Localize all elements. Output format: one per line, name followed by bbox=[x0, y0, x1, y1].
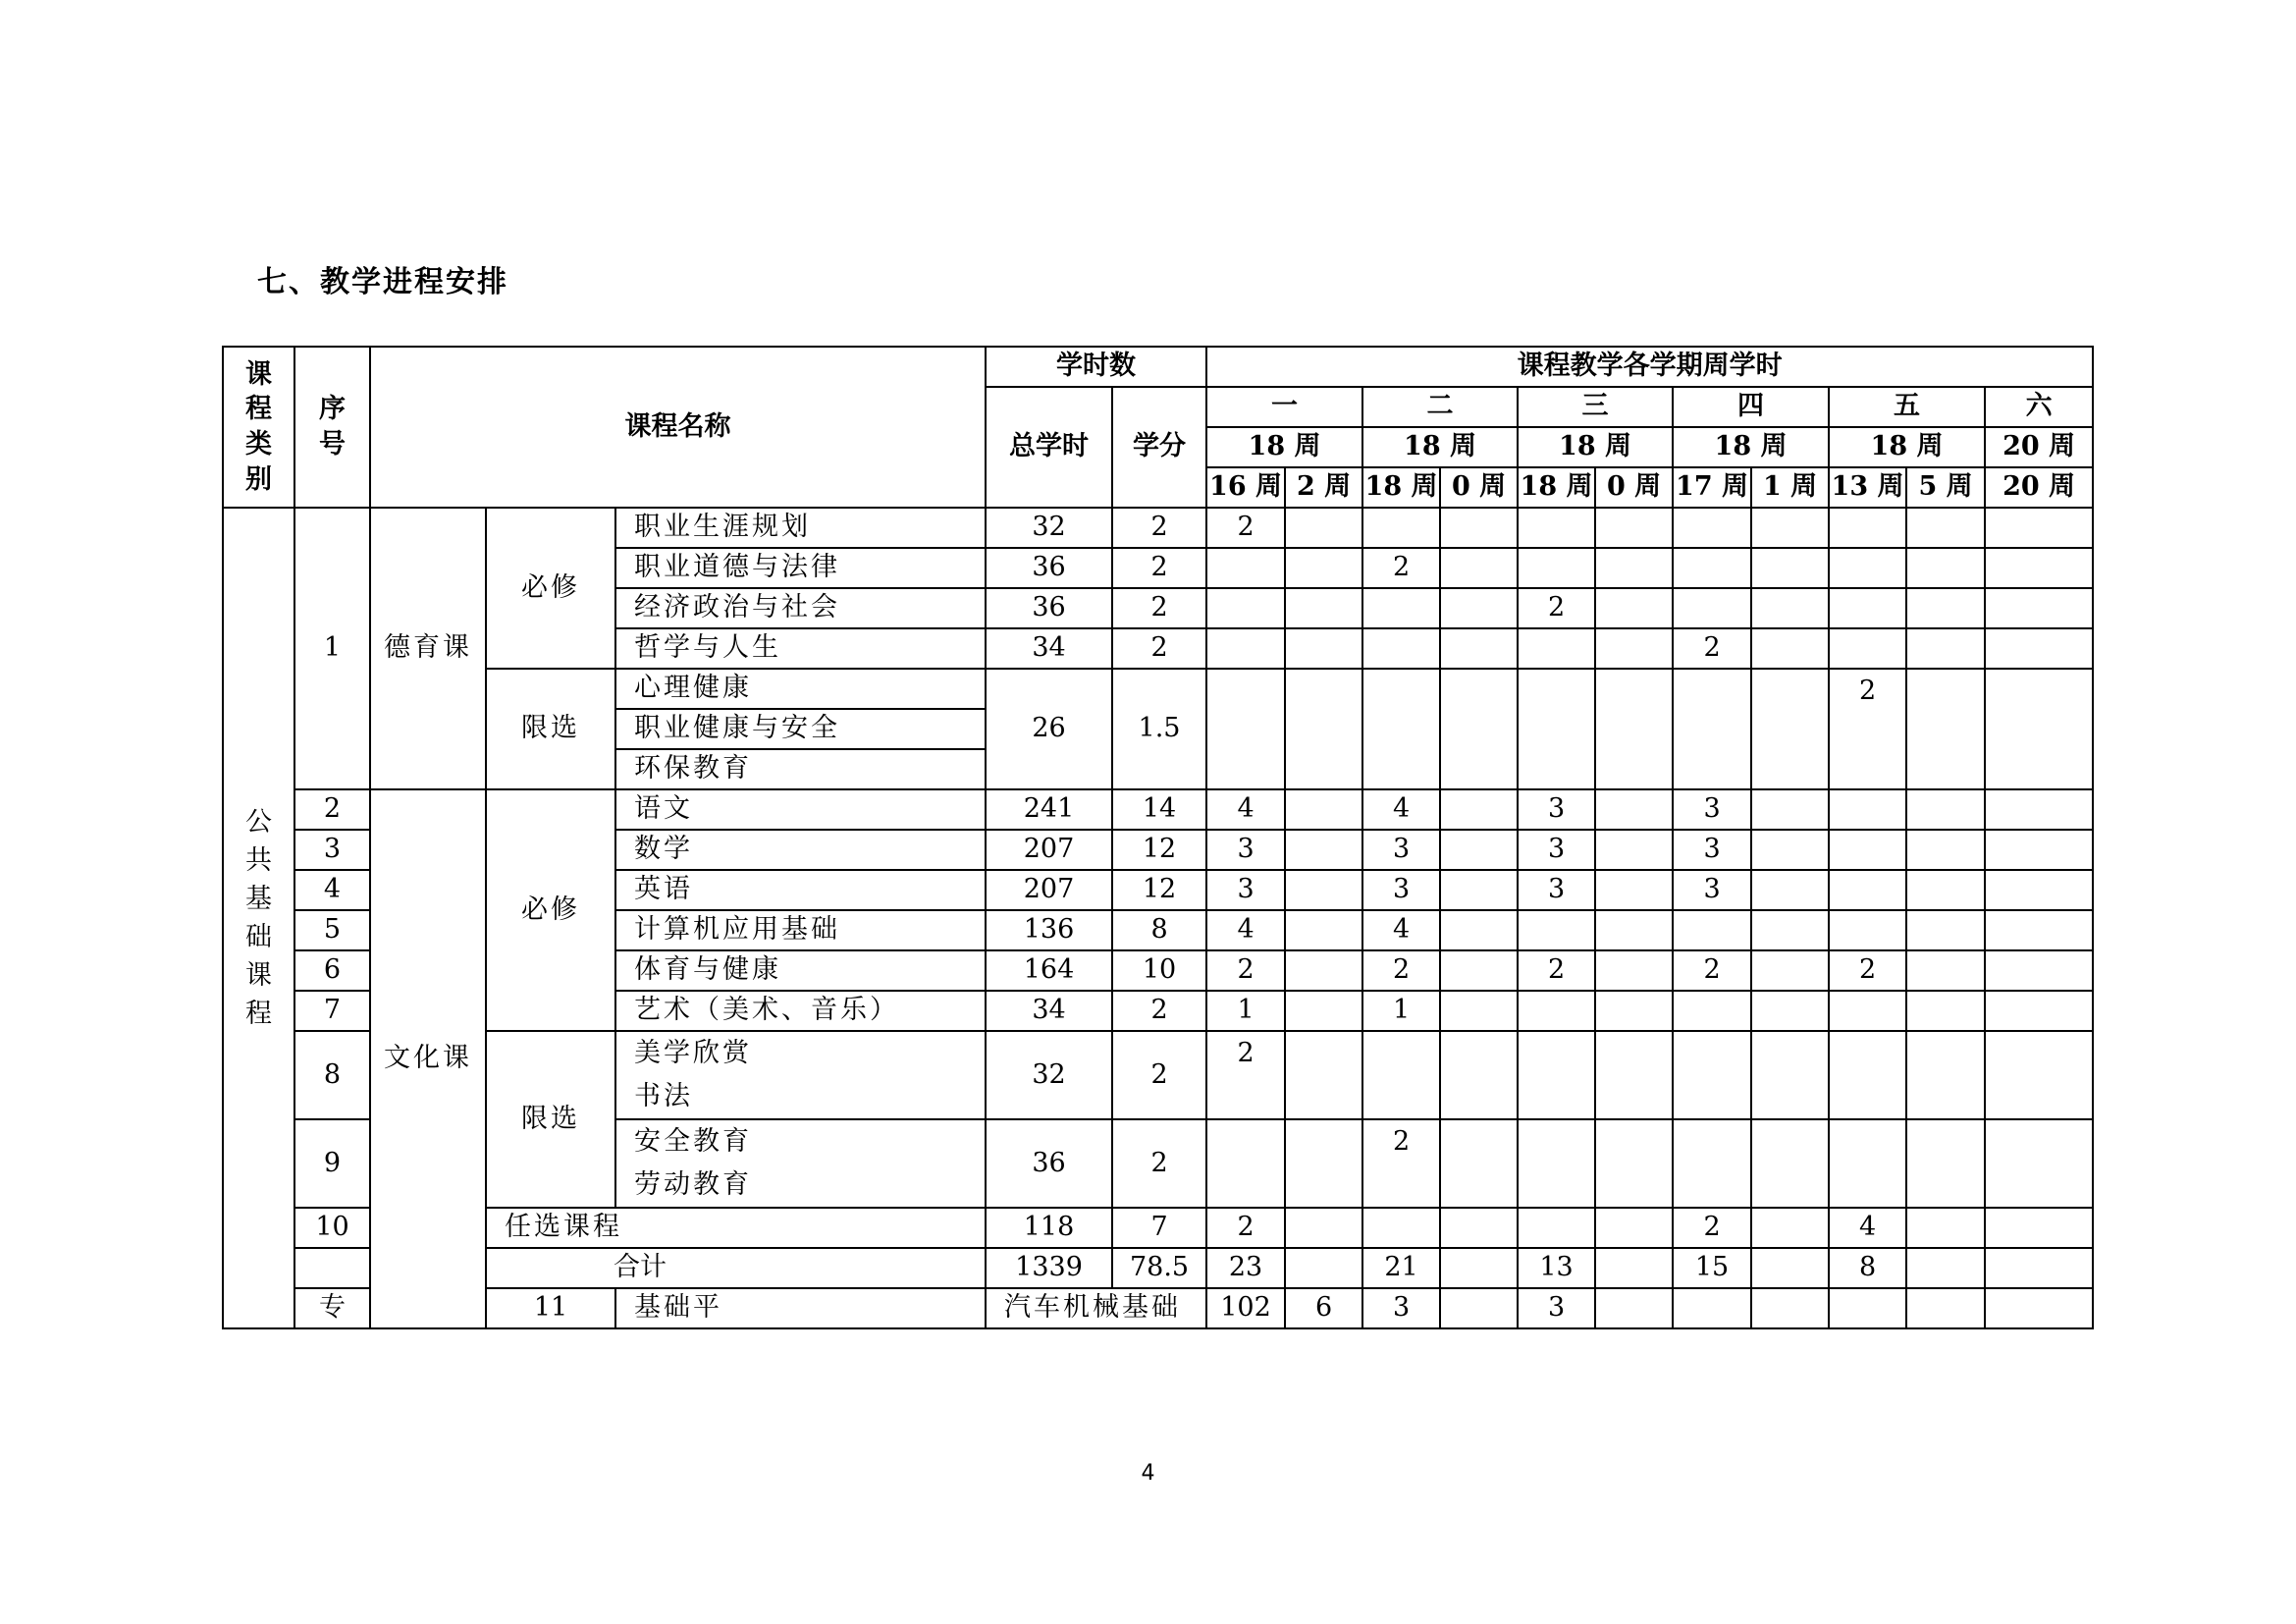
week-hours-cell: 2 bbox=[1673, 950, 1751, 991]
header-seq: 序号 bbox=[294, 347, 370, 508]
category-cell bbox=[223, 508, 294, 1328]
week-hours-cell bbox=[1906, 1119, 1985, 1208]
group-cell: 基础平 bbox=[615, 1288, 986, 1328]
total-hours-cell: 34 bbox=[986, 628, 1112, 669]
course-name-cell: 艺术（美术、音乐） bbox=[615, 991, 986, 1031]
credits-cell: 12 bbox=[1112, 830, 1206, 870]
credits-cell: 2 bbox=[1112, 1031, 1206, 1119]
week-hours-cell bbox=[1751, 1288, 1829, 1328]
week-hours-cell bbox=[1285, 950, 1362, 991]
course-name-cell: 职业道德与法律 bbox=[615, 548, 986, 588]
course-name-cell: 职业生涯规划 bbox=[615, 508, 986, 548]
week-hours-cell bbox=[1906, 910, 1985, 950]
week-hours-cell bbox=[1595, 508, 1673, 548]
week-hours-cell bbox=[1362, 588, 1440, 628]
week-hours-cell bbox=[1440, 1288, 1518, 1328]
week-hours-cell bbox=[1518, 669, 1595, 789]
header-sub-weeks: 18 周 bbox=[1518, 467, 1595, 508]
header-sub-weeks: 2 周 bbox=[1285, 467, 1362, 508]
total-hours-cell: 36 bbox=[986, 1119, 1112, 1208]
week-hours-cell bbox=[1751, 1031, 1829, 1119]
credits-cell: 2 bbox=[1112, 548, 1206, 588]
header-sub-weeks: 1 周 bbox=[1751, 467, 1829, 508]
week-hours-cell: 2 bbox=[1518, 588, 1595, 628]
course-name-cell: 计算机应用基础 bbox=[615, 910, 986, 950]
week-hours-cell bbox=[1285, 669, 1362, 789]
week-hours-cell bbox=[1518, 548, 1595, 588]
week-hours-cell: 2 bbox=[1362, 1119, 1440, 1208]
week-hours-cell bbox=[1595, 669, 1673, 789]
week-hours-cell bbox=[1518, 628, 1595, 669]
header-sub-weeks: 0 周 bbox=[1440, 467, 1518, 508]
week-hours-cell bbox=[1985, 1208, 2093, 1248]
week-hours-cell bbox=[1751, 870, 1829, 910]
week-hours-cell bbox=[1985, 910, 2093, 950]
week-hours-cell: 2 bbox=[1362, 950, 1440, 991]
week-hours-cell bbox=[1206, 588, 1285, 628]
week-hours-cell bbox=[1751, 588, 1829, 628]
seq-cell: 7 bbox=[294, 991, 370, 1031]
header-hours-group: 学时数 bbox=[986, 347, 1206, 387]
header-semester-weeks: 18 周 bbox=[1673, 427, 1829, 467]
week-hours-cell bbox=[1906, 588, 1985, 628]
week-hours-cell bbox=[1751, 950, 1829, 991]
week-hours-cell: 3 bbox=[1206, 870, 1285, 910]
week-hours-cell bbox=[1285, 910, 1362, 950]
week-hours-cell bbox=[1751, 830, 1829, 870]
week-hours-cell bbox=[1673, 1031, 1751, 1119]
total-hours-cell: 207 bbox=[986, 830, 1112, 870]
header-total-hours: 总学时 bbox=[986, 387, 1112, 508]
week-hours-cell: 2 bbox=[1829, 950, 1906, 991]
total-hours-cell: 36 bbox=[986, 588, 1112, 628]
week-hours-cell bbox=[1829, 508, 1906, 548]
course-name-cell: 任选课程 bbox=[486, 1208, 986, 1248]
header-category: 课程类别 bbox=[223, 347, 294, 508]
header-row-1 bbox=[223, 347, 2093, 387]
header-course-name: 课程名称 bbox=[370, 347, 986, 508]
week-hours-cell: 2 bbox=[1206, 1031, 1285, 1119]
week-hours-cell: 3 bbox=[1362, 830, 1440, 870]
type-cell: 限选 bbox=[486, 669, 615, 789]
seq-cell: 1 bbox=[294, 508, 370, 789]
week-hours-cell bbox=[1440, 1248, 1518, 1288]
header-sub-weeks: 17 周 bbox=[1673, 467, 1751, 508]
total-hours-cell: 136 bbox=[986, 910, 1112, 950]
week-hours-cell bbox=[1595, 588, 1673, 628]
week-hours-cell bbox=[1285, 548, 1362, 588]
week-hours-cell: 3 bbox=[1362, 870, 1440, 910]
week-hours-cell bbox=[1595, 1031, 1673, 1119]
seq-cell: 10 bbox=[294, 1208, 370, 1248]
header-sub-weeks: 18 周 bbox=[1362, 467, 1440, 508]
seq-cell: 2 bbox=[294, 789, 370, 830]
week-hours-cell bbox=[1906, 508, 1985, 548]
course-name-cell: 英语 bbox=[615, 870, 986, 910]
course-name: 美学欣赏 bbox=[634, 1038, 752, 1068]
week-hours-cell bbox=[1751, 628, 1829, 669]
header-weekly-group: 课程教学各学期周学时 bbox=[1206, 347, 2093, 387]
total-hours-cell: 207 bbox=[986, 870, 1112, 910]
seq-cell: 3 bbox=[294, 830, 370, 870]
week-hours-cell bbox=[1362, 508, 1440, 548]
week-hours-cell bbox=[1362, 1208, 1440, 1248]
course-name: 书法 bbox=[634, 1081, 693, 1111]
week-hours-cell bbox=[1518, 1031, 1595, 1119]
week-hours-cell bbox=[1751, 508, 1829, 548]
header-semester-weeks: 18 周 bbox=[1829, 427, 1985, 467]
table-row bbox=[223, 508, 2093, 548]
total-hours-cell: 32 bbox=[986, 508, 1112, 548]
week-hours-cell bbox=[1906, 1248, 1985, 1288]
week-hours-cell bbox=[1285, 1248, 1362, 1288]
week-hours-cell bbox=[1673, 508, 1751, 548]
week-hours-cell bbox=[1440, 870, 1518, 910]
week-hours-cell bbox=[1906, 628, 1985, 669]
week-hours-cell bbox=[1518, 910, 1595, 950]
week-hours-cell: 2 bbox=[1829, 669, 1906, 789]
week-hours-cell bbox=[1829, 1031, 1906, 1119]
credits-cell: 14 bbox=[1112, 789, 1206, 830]
week-hours-cell: 1 bbox=[1362, 991, 1440, 1031]
header-semester-weeks: 18 周 bbox=[1206, 427, 1362, 467]
week-hours-cell: 13 bbox=[1518, 1248, 1595, 1288]
week-hours-cell bbox=[1906, 548, 1985, 588]
type-cell: 必修 bbox=[486, 789, 615, 1031]
week-hours-cell bbox=[1206, 628, 1285, 669]
course-name-cell: 哲学与人生 bbox=[615, 628, 986, 669]
week-hours-cell: 2 bbox=[1673, 1208, 1751, 1248]
header-semester-weeks: 18 周 bbox=[1518, 427, 1673, 467]
course-name-cell bbox=[615, 1119, 986, 1208]
group-cell: 德育课 bbox=[370, 508, 486, 789]
week-hours-cell bbox=[1985, 628, 2093, 669]
week-hours-cell bbox=[1362, 1031, 1440, 1119]
header-sub-weeks: 20 周 bbox=[1985, 467, 2093, 508]
week-hours-cell: 3 bbox=[1673, 870, 1751, 910]
week-hours-cell bbox=[1595, 1119, 1673, 1208]
week-hours-cell bbox=[1906, 789, 1985, 830]
header-sub-weeks: 5 周 bbox=[1906, 467, 1985, 508]
week-hours-cell bbox=[1362, 669, 1440, 789]
week-hours-cell bbox=[1440, 508, 1518, 548]
week-hours-cell bbox=[1829, 830, 1906, 870]
header-semester: 一 bbox=[1206, 387, 1362, 427]
week-hours-cell bbox=[1985, 548, 2093, 588]
header-sub-weeks: 13 周 bbox=[1829, 467, 1906, 508]
credits-cell: 6 bbox=[1285, 1288, 1362, 1328]
week-hours-cell bbox=[1440, 1119, 1518, 1208]
course-name: 安全教育 bbox=[634, 1126, 752, 1157]
total-label-cell: 合计 bbox=[294, 1248, 986, 1288]
week-hours-cell: 2 bbox=[1362, 548, 1440, 588]
category-label: 公共基础课程 bbox=[245, 806, 272, 1030]
header-sub-weeks: 16 周 bbox=[1206, 467, 1285, 508]
seq-cell: 5 bbox=[294, 910, 370, 950]
teaching-schedule-table bbox=[222, 346, 2094, 1329]
week-hours-cell bbox=[1906, 991, 1985, 1031]
credits-cell: 2 bbox=[1112, 628, 1206, 669]
week-hours-cell bbox=[1285, 789, 1362, 830]
week-hours-cell bbox=[1985, 588, 2093, 628]
week-hours-cell bbox=[1829, 548, 1906, 588]
week-hours-cell bbox=[1440, 830, 1518, 870]
course-name-cell: 经济政治与社会 bbox=[615, 588, 986, 628]
seq-cell: 9 bbox=[294, 1119, 370, 1208]
header-semester-weeks: 20 周 bbox=[1985, 427, 2093, 467]
seq-cell: 8 bbox=[294, 1031, 370, 1119]
week-hours-cell bbox=[1673, 991, 1751, 1031]
week-hours-cell bbox=[1829, 870, 1906, 910]
week-hours-cell bbox=[1595, 1288, 1673, 1328]
week-hours-cell bbox=[1285, 508, 1362, 548]
week-hours-cell bbox=[1285, 870, 1362, 910]
week-hours-cell bbox=[1518, 1119, 1595, 1208]
week-hours-cell bbox=[1440, 548, 1518, 588]
week-hours-cell bbox=[1285, 628, 1362, 669]
week-hours-cell: 2 bbox=[1673, 628, 1751, 669]
week-hours-cell bbox=[1285, 1208, 1362, 1248]
week-hours-cell bbox=[1595, 870, 1673, 910]
header-semester: 二 bbox=[1362, 387, 1518, 427]
week-hours-cell bbox=[1985, 1119, 2093, 1208]
week-hours-cell bbox=[1595, 991, 1673, 1031]
credits-cell: 2 bbox=[1112, 991, 1206, 1031]
week-hours-cell bbox=[1673, 910, 1751, 950]
week-hours-cell bbox=[1440, 1031, 1518, 1119]
week-hours-cell: 4 bbox=[1362, 910, 1440, 950]
header-semester: 四 bbox=[1673, 387, 1829, 427]
week-hours-cell bbox=[1518, 508, 1595, 548]
total-hours-cell: 36 bbox=[986, 548, 1112, 588]
week-hours-cell bbox=[1206, 669, 1285, 789]
total-hours-cell: 32 bbox=[986, 1031, 1112, 1119]
credits-cell: 12 bbox=[1112, 870, 1206, 910]
table-row bbox=[223, 1288, 2093, 1328]
type-cell: 必修 bbox=[486, 508, 615, 669]
week-hours-cell bbox=[1595, 548, 1673, 588]
week-hours-cell bbox=[1751, 1119, 1829, 1208]
week-hours-cell bbox=[1906, 1031, 1985, 1119]
week-hours-cell bbox=[1985, 830, 2093, 870]
week-hours-cell bbox=[1285, 830, 1362, 870]
total-hours-cell: 164 bbox=[986, 950, 1112, 991]
week-hours-cell: 3 bbox=[1518, 870, 1595, 910]
page-number: 4 bbox=[1141, 1461, 1155, 1486]
week-hours-cell bbox=[1751, 789, 1829, 830]
week-hours-cell bbox=[1673, 1119, 1751, 1208]
week-hours-cell: 3 bbox=[1518, 1288, 1595, 1328]
week-hours-cell bbox=[1285, 588, 1362, 628]
week-hours-cell bbox=[1518, 991, 1595, 1031]
week-hours-cell bbox=[1595, 628, 1673, 669]
course-name: 劳动教育 bbox=[634, 1169, 752, 1200]
week-hours-cell bbox=[1673, 588, 1751, 628]
credits-cell: 1.5 bbox=[1112, 669, 1206, 789]
credits-cell: 2 bbox=[1112, 508, 1206, 548]
week-hours-cell bbox=[1906, 870, 1985, 910]
type-cell: 限选 bbox=[486, 1031, 615, 1208]
total-hours-cell: 26 bbox=[986, 669, 1112, 789]
week-hours-cell: 3 bbox=[1362, 1288, 1440, 1328]
week-hours-cell bbox=[1440, 950, 1518, 991]
week-hours-cell bbox=[1829, 1288, 1906, 1328]
week-hours-cell bbox=[1751, 910, 1829, 950]
week-hours-cell bbox=[1985, 870, 2093, 910]
week-hours-cell bbox=[1440, 789, 1518, 830]
week-hours-cell bbox=[1985, 669, 2093, 789]
week-hours-cell bbox=[1206, 1119, 1285, 1208]
week-hours-cell bbox=[1285, 1031, 1362, 1119]
week-hours-cell bbox=[1829, 910, 1906, 950]
week-hours-cell: 4 bbox=[1206, 910, 1285, 950]
week-hours-cell: 21 bbox=[1362, 1248, 1440, 1288]
week-hours-cell bbox=[1906, 1208, 1985, 1248]
week-hours-cell bbox=[1985, 508, 2093, 548]
credits-cell: 2 bbox=[1112, 1119, 1206, 1208]
week-hours-cell bbox=[1595, 830, 1673, 870]
week-hours-cell: 3 bbox=[1673, 789, 1751, 830]
header-semester: 三 bbox=[1518, 387, 1673, 427]
course-name-cell: 语文 bbox=[615, 789, 986, 830]
credits-cell: 10 bbox=[1112, 950, 1206, 991]
week-hours-cell bbox=[1673, 1288, 1751, 1328]
week-hours-cell bbox=[1985, 1031, 2093, 1119]
week-hours-cell bbox=[1829, 789, 1906, 830]
course-name-cell bbox=[615, 1031, 986, 1119]
table-row bbox=[223, 1031, 2093, 1119]
total-hours-cell: 34 bbox=[986, 991, 1112, 1031]
seq-cell: 11 bbox=[486, 1288, 615, 1328]
week-hours-cell bbox=[1906, 1288, 1985, 1328]
group-cell: 文化课 bbox=[370, 789, 486, 1328]
week-hours-cell bbox=[1829, 628, 1906, 669]
week-hours-cell bbox=[1829, 588, 1906, 628]
header-semester-weeks: 18 周 bbox=[1362, 427, 1518, 467]
week-hours-cell: 2 bbox=[1206, 1208, 1285, 1248]
week-hours-cell: 8 bbox=[1829, 1248, 1906, 1288]
week-hours-cell bbox=[1985, 1288, 2093, 1328]
week-hours-cell bbox=[1673, 548, 1751, 588]
seq-cell: 6 bbox=[294, 950, 370, 991]
week-hours-cell bbox=[1440, 628, 1518, 669]
total-row bbox=[223, 1248, 2093, 1288]
week-hours-cell bbox=[1906, 950, 1985, 991]
header-semester: 六 bbox=[1985, 387, 2093, 427]
seq-cell: 4 bbox=[294, 870, 370, 910]
week-hours-cell bbox=[1751, 1248, 1829, 1288]
total-hours-cell: 241 bbox=[986, 789, 1112, 830]
week-hours-cell bbox=[1751, 991, 1829, 1031]
week-hours-cell bbox=[1285, 1119, 1362, 1208]
course-name-cell: 环保教育 bbox=[615, 749, 986, 789]
week-hours-cell: 3 bbox=[1206, 830, 1285, 870]
week-hours-cell: 23 bbox=[1206, 1248, 1285, 1288]
course-name-cell: 职业健康与安全 bbox=[615, 709, 986, 749]
week-hours-cell bbox=[1985, 789, 2093, 830]
week-hours-cell bbox=[1440, 991, 1518, 1031]
week-hours-cell bbox=[1595, 910, 1673, 950]
course-name-cell: 汽车机械基础 bbox=[986, 1288, 1206, 1328]
week-hours-cell bbox=[1518, 1208, 1595, 1248]
week-hours-cell bbox=[1440, 1208, 1518, 1248]
table-row bbox=[223, 789, 2093, 830]
week-hours-cell bbox=[1440, 588, 1518, 628]
week-hours-cell bbox=[1595, 1208, 1673, 1248]
week-hours-cell bbox=[1595, 950, 1673, 991]
total-hours-cell: 1339 bbox=[986, 1248, 1112, 1288]
week-hours-cell: 3 bbox=[1518, 789, 1595, 830]
week-hours-cell: 3 bbox=[1673, 830, 1751, 870]
week-hours-cell: 4 bbox=[1829, 1208, 1906, 1248]
week-hours-cell: 3 bbox=[1518, 830, 1595, 870]
week-hours-cell bbox=[1595, 1248, 1673, 1288]
week-hours-cell: 1 bbox=[1206, 991, 1285, 1031]
week-hours-cell bbox=[1829, 991, 1906, 1031]
week-hours-cell bbox=[1206, 548, 1285, 588]
week-hours-cell bbox=[1440, 669, 1518, 789]
week-hours-cell bbox=[1362, 628, 1440, 669]
week-hours-cell bbox=[1751, 1208, 1829, 1248]
week-hours-cell bbox=[1985, 1248, 2093, 1288]
week-hours-cell bbox=[1751, 548, 1829, 588]
header-credits: 学分 bbox=[1112, 387, 1206, 508]
week-hours-cell bbox=[1595, 789, 1673, 830]
header-semester: 五 bbox=[1829, 387, 1985, 427]
total-hours-cell: 102 bbox=[1206, 1288, 1285, 1328]
week-hours-cell: 2 bbox=[1206, 950, 1285, 991]
week-hours-cell: 2 bbox=[1518, 950, 1595, 991]
total-hours-cell: 118 bbox=[986, 1208, 1112, 1248]
week-hours-cell bbox=[1985, 991, 2093, 1031]
table-row bbox=[223, 669, 2093, 709]
week-hours-cell: 2 bbox=[1206, 508, 1285, 548]
week-hours-cell: 4 bbox=[1206, 789, 1285, 830]
course-name-cell: 心理健康 bbox=[615, 669, 986, 709]
week-hours-cell bbox=[1285, 991, 1362, 1031]
week-hours-cell: 4 bbox=[1362, 789, 1440, 830]
week-hours-cell bbox=[1829, 1119, 1906, 1208]
category-cell: 专 bbox=[294, 1288, 370, 1328]
week-hours-cell bbox=[1673, 669, 1751, 789]
week-hours-cell bbox=[1906, 669, 1985, 789]
week-hours-cell: 15 bbox=[1673, 1248, 1751, 1288]
course-name-cell: 数学 bbox=[615, 830, 986, 870]
week-hours-cell bbox=[1440, 910, 1518, 950]
table-row bbox=[223, 1208, 2093, 1248]
header-sub-weeks: 0 周 bbox=[1595, 467, 1673, 508]
credits-cell: 8 bbox=[1112, 910, 1206, 950]
week-hours-cell bbox=[1751, 669, 1829, 789]
week-hours-cell bbox=[1906, 830, 1985, 870]
credits-cell: 7 bbox=[1112, 1208, 1206, 1248]
week-hours-cell bbox=[1985, 950, 2093, 991]
credits-cell: 78.5 bbox=[1112, 1248, 1206, 1288]
course-name-cell: 体育与健康 bbox=[615, 950, 986, 991]
credits-cell: 2 bbox=[1112, 588, 1206, 628]
section-heading: 七、教学进程安排 bbox=[257, 265, 508, 299]
